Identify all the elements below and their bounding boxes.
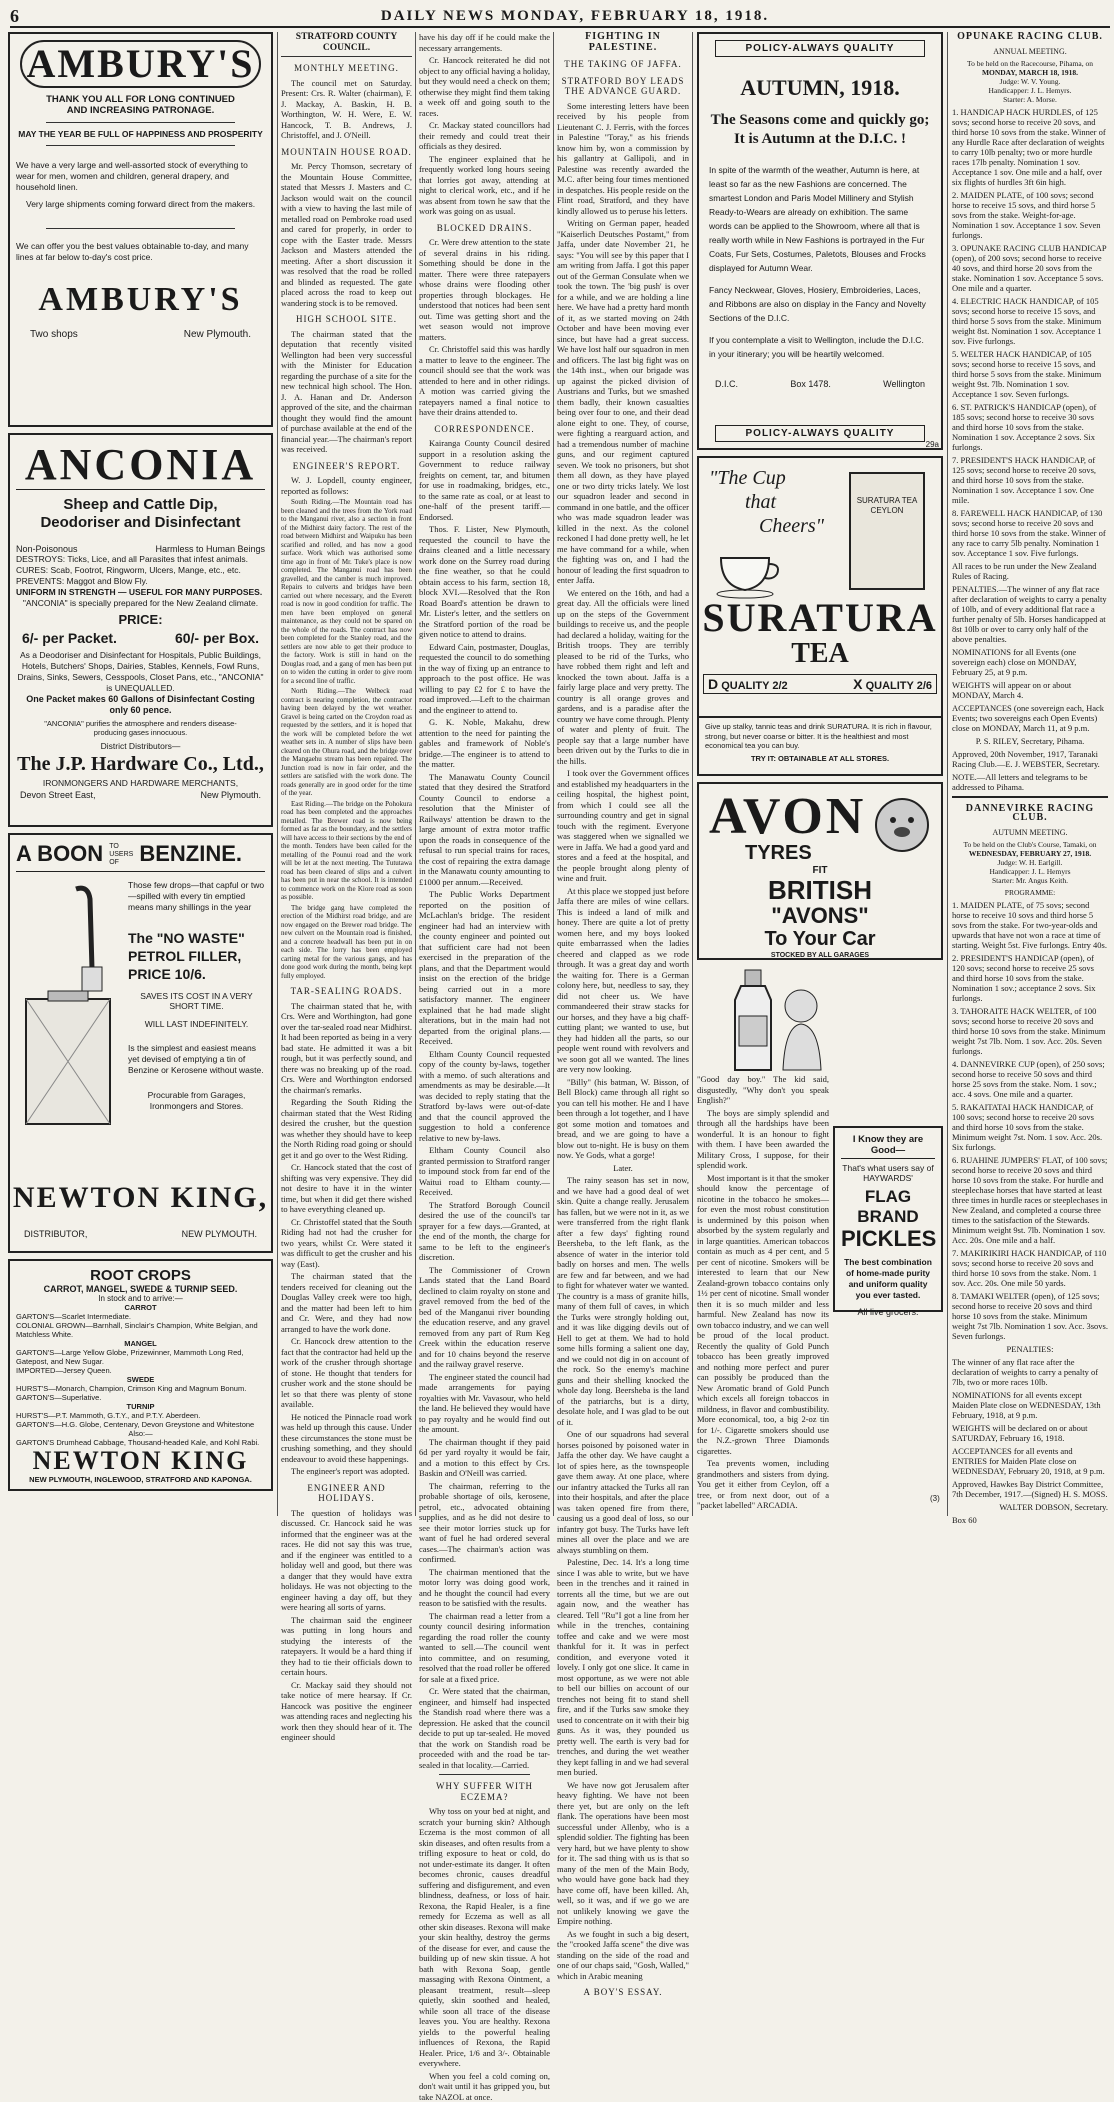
paragraph: The Commissioner of Crown Lands stated that the Land Board declined to claim royalty on stone and gravel removed from the bed of the bed of the Manganui river bounding the education reserve, and any gravel removed from any part of Rum Keg Creek within the education reserve and for 10 chains beyond the reserve and the railway gravel reserve. xyxy=(419,1265,550,1370)
benzine-distributor-name: NEWTON KING, xyxy=(10,1181,271,1215)
rootcrops-line: IMPORTED—Jersey Queen. xyxy=(16,1366,265,1375)
pickle-bottle-illustration xyxy=(705,966,829,1074)
benzine-saves: SAVES ITS COST IN A VERY SHORT TIME. xyxy=(128,991,265,1011)
paragraph: The chairman stated that the deputation that recently visited Wellington had been very successful with the Minister for Education regarding the purchase of a site for the new technical high school. The Hon. J. A. Hanan and Dr. Anderson approved of the site, and the chairman thought they would find the amount of purchase available at the end of the financial year.—The chairman's report was received. xyxy=(281,329,412,455)
tea-packet: SURATURA TEA CEYLON xyxy=(849,472,925,590)
opunake-annual: ANNUAL MEETING. xyxy=(952,47,1108,56)
danevirke-autumn: AUTUMN MEETING. xyxy=(952,828,1108,837)
paragraph: "Good day boy." The kid said, disgustedly, "Why don't you speak English?" xyxy=(697,966,829,1106)
race-event: 4. DANNEVIRKE CUP (open), of 250 sovs; second horse to receive 50 sovs and third horse 25 sovs from the stake. Nom. 1 sov.; acc. 4 sovs. One mile and a quarter. xyxy=(952,1059,1108,1099)
race-penalties: The winner of any flat race after the declaration of weights to carry a penalty of 7lb, two or more races 10lb. xyxy=(952,1357,1108,1387)
pickles-brand-1: FLAG BRAND xyxy=(841,1187,935,1227)
rootcrops-line: GARTON'S Drumhead Cabbage, Thousand-headed Kale, and Kohl Rabi. xyxy=(16,1438,265,1447)
opunake-where: To be held on the Racecourse, Pihama, on xyxy=(952,59,1108,68)
paragraph: The Public Works Department reported on the position of McLachlan's bridge. The resident engineer had had an interview with the county engineer and pointed out that sufficient care had not been exercised in the preparation of the plans, and that the Department would insist on the erection of the bridge being carried out in a more satisfactory manner. The engineer explained that he had made slight alterations, but in the main had not departed from the original plans.—Received. xyxy=(419,889,550,1047)
pickles-users: That's what users say of HAYWARDS' xyxy=(841,1163,935,1183)
anconia-merchants: IRONMONGERS AND HARDWARE MERCHANTS, xyxy=(16,778,265,788)
bulldog-icon xyxy=(873,794,931,856)
rootcrops-line: GARTON'S—Large Yellow Globe, Prizewinner, Mammoth Long Red, Gatepost, and New Sugar. xyxy=(16,1348,265,1366)
danevirke-where: To be held on the Club's Course, Tamaki, on xyxy=(952,840,1108,849)
danevirke-programme: PROGRAMME: xyxy=(952,888,1108,897)
dic-p2: Fancy Neckwear, Gloves, Hosiery, Embroideries, Laces, and Ribbons are also on display in the Fancy and Novelty Sections of the D.I.C. xyxy=(709,283,931,325)
paragraph: We entered on the 16th, and had a great day. All the officials were lined up on the steps of the Government buildings to receive us, and the people had declared a holiday, waiting for the British troops. They are terribly pleased to be rid of the Turks, who have robbed them right and left and knocked the town about. Jaffa is a fairly large place and very pretty. The country is all orange groves and gardens, and is a paradise after the country we have come through. Plenty of water and plenty of fruit. The people say that a large number have been driven out by the Turks to die in the hills. xyxy=(557,588,689,767)
benzine-ad xyxy=(8,833,273,1253)
paragraph: Edward Cain, postmaster, Douglas, requested the council to do something in the way of fixing up an entrance to approach to the post office. He was willing to pay £2 for £ to have the road improved.—Left to the chairman and the engineer to attend to. xyxy=(419,642,550,716)
section-heading: MOUNTAIN HOUSE ROAD. xyxy=(281,147,412,158)
race-weights: WEIGHTS will be declared on or about SATURDAY, February 16, 1918. xyxy=(952,1423,1108,1443)
paragraph: When you feel a cold coming on, don't wait until it has gripped you, but take NAZOL at once. xyxy=(419,2071,550,2102)
race-event: 1. HANDICAP HACK HURDLES, of 125 sovs; second horse to receive 20 sovs, and third horse 10 sovs from the stake. Winner of any Hurdle Race after declaration of weights to carry 10lb penalty; two or more hurdle races 17lb penalty. Nomination 1 sov. Acceptance 1 sov. One mile and a half, over six flights of hurdles 3ft 6in high. xyxy=(952,107,1108,187)
race-event: 3. TAHORAITE HACK WELTER, of 100 sovs; second horse to receive 20 sovs and third horse 10 sovs from the stake. Minimum weight 7st 7lb. Nom. 1 sov. Acc. 20s. Seven furlongs. xyxy=(952,1006,1108,1056)
column-ads-center xyxy=(697,32,943,1516)
race-approved: Approved, 20th November, 1917, Taranaki Racing Club.—E. J. WEBSTER, Secretary. xyxy=(952,749,1108,769)
benzine-headline-a: A BOON xyxy=(16,841,103,867)
avon-ad xyxy=(697,782,943,960)
race-event: 7. PRESIDENT'S HACK HANDICAP, of 125 sovs; second horse to receive 20 sovs, and third horse 10 sovs from the stake. Nomination 1 sov. Acceptance 1 sov. One mile. xyxy=(952,455,1108,505)
benzine-copy: Those few drops—that capful or two—spilled with every tin emptied means many shillings in the year xyxy=(128,880,265,913)
column-rule xyxy=(415,32,416,1516)
column-council xyxy=(281,32,412,1516)
ambury-stock: We have a very large and well-assorted stock of everything to wear for men, women and children, general drapery, and household linen. xyxy=(16,160,265,193)
paragraph: The Manawatu County Council stated that they desired the Stratford County Council to endorse a resolution that the Minister of Railways' attention be drawn to the large amount of extra motor traffic upon the roads in consequence of the refusal to run special trains for races, the cost of repairing the extra damage in the Manawatu county amounting to £1000 per annum.—Received. xyxy=(419,772,550,888)
race-acceptances: ACCEPTANCES for all events and ENTRIES for Maiden Plate close on WEDNESDAY, February 20, 1918, at 9 p.m. xyxy=(952,1446,1108,1476)
race-note: NOTE.—All letters and telegrams to be addressed to Pihama. xyxy=(952,772,1108,792)
pickles-grocers: All live grocers. xyxy=(841,1307,935,1317)
section-heading: BLOCKED DRAINS. xyxy=(419,223,550,234)
paragraph: Regarding the South Riding the chairman stated that the West Riding desired the crusher, but the question was whether they should have to keep the North Riding road going or should get it and go over to the West Riding. xyxy=(281,1097,412,1160)
paragraph: Why toss on your bed at night, and scratch your burning skin? Although Eczema is the most common of all skin diseases, and often results from a trifling exposure to heat or cold, do not under-estimate its danger. It often becomes chronic, causes dreadful suffering and disfigurement, and even blindness, deafness, or loss of hair. Rexona, the Rapid Healer, is a fine remedy for Eczema as well as all other skin diseases. Rexona will make your skin healthy, destroy the germs of the disease for ever, and cause the building up of new skin tissue. A hot bath with Rexona Soap, gentle massaging with Rexona Ointment, a pleasant treatment, result—sleep quietly, skin soothed and healed, while soon all trace of the disease leaves you. You are healthy. Rexona yields to the powerful healing influences of Rexona, the Rapid Healer. Price, 1/6 and 3/-. Obtainable everywhere. xyxy=(419,1806,550,2069)
paragraph: Eltham County Council requested copy of the county by-laws, together with a memo. of such alterations and amendments as may be desirable.—It was decided to reply stating that the Stratford by-laws were out-of-date and that the council approved the suggestion to hold a conference relative to new by-laws. xyxy=(419,1049,550,1144)
benzine-procurable: Procurable from Garages, Ironmongers and Stores. xyxy=(128,1090,265,1112)
paragraph: The rainy season has set in now, and we have had a good deal of wet skin. Quite a change really. Jerusalem has fallen, but we were not in it, as we were transferred from the right flank after a few days' fighting round Beersheba, to the left flank, as the absence of water in the interior told badly on horses and men. The wells are few and far between, and we had to fight for whatever water we wanted. The country is a mass of granite hills, many of them full of caves, in which the Turks were strongly holding out, and it was like digging devils out of Hell to get at them. We had to hold some hills forming a salient one day, and we could not dig in on account of the rock. So the enemy's machine guns and their shelling knocked the whole day long. Beersheba is the land of the patriarchs, but is a dirty, desolate hole, and I was glad to be out of it. xyxy=(557,1175,689,1427)
rootcrops-section-head: CARROT xyxy=(16,1303,265,1312)
article-title: FIGHTING IN PALESTINE. xyxy=(557,32,689,53)
rootcrops-ad xyxy=(8,1259,273,1491)
danevirke-handicapper: Handicapper: J. L. Hemyrs xyxy=(952,867,1108,876)
race-approved: Approved, Hawkes Bay District Committee, 7th December, 1917.—(Signed) H. S. MOSS. xyxy=(952,1479,1108,1499)
rootcrops-title: ROOT CROPS xyxy=(16,1267,265,1284)
race-event: 7. MAKIRIKIRI HACK HANDICAP, of 110 sovs; second horse to receive 20 sovs and third horse 10 sovs from the stake. Nom. 1 sov. Acc. 20s. One mile 50 yards. xyxy=(952,1248,1108,1288)
section-heading: ENGINEER AND HOLIDAYS. xyxy=(281,1483,412,1504)
column-rule xyxy=(553,32,554,1516)
dic-policy-footer: POLICY-ALWAYS QUALITY xyxy=(715,425,925,442)
anconia-purifies: "ANCONIA" purifies the atmosphere and renders disease-producing gases innocuous. xyxy=(36,719,245,737)
anconia-distributors: District Distributors— xyxy=(16,741,265,751)
pickles-copy: The best combination of home-made purity and uniform quality you ever tasted. xyxy=(841,1257,935,1301)
suratura-copy-box xyxy=(697,716,943,776)
race-event: 6. ST. PATRICK'S HANDICAP (open), of 185 sovs; second horse to receive 30 sovs and third horse 10 sovs from the stake. Nomination 1 sov. Acceptance 2 sovs. Six furlongs. xyxy=(952,402,1108,452)
anconia-street: Devon Street East, xyxy=(20,790,96,800)
paragraph: At this place we stopped just before Jaffa there are miles of wine cellars. This is indeed a land of milk and honey. There are quite a lot of pretty women here, and my boys looked quite embarrassed when the ladies cheered and clapped as we rode through. It was a great day and worth the waiting for. There is a German colony here, but, needless to say, they did not cheer us. We have commandeered their straw stacks for our horses, and they have a big chaff-cutting plant; we wanted to use, but they had hidden all the parts, so our people went round with revolvers and we soon got all we wanted. The lines are very now looking. xyxy=(557,886,689,1075)
dic-city: Wellington xyxy=(883,379,925,389)
dic-headline: AUTUMN, 1918. xyxy=(705,75,935,101)
ambury-offer: We can offer you the best values obtainable to-day, and many lines at far below to-day's cost price. xyxy=(16,241,265,263)
section-heading: STRATFORD BOY LEADS THE ADVANCE GUARD. xyxy=(557,76,689,97)
avon-avons: "AVONS" xyxy=(705,904,935,928)
paragraph: Kairanga County Council desired support in a resolution asking the Government to reduce railway freights on cement, tar, and bitumen for use in roadmaking, bridges, etc., to the same rate as coal, or at least to one-half of the present tariff.—Endorsed. xyxy=(419,438,550,522)
suratura-quality-x: QUALITY 2/6 xyxy=(866,680,932,692)
anconia-cures: CURES: Scab, Footrot, Ringworm, Ulcers, Mange, etc., etc. xyxy=(16,565,265,576)
paragraph: "Billy" (his batman, W. Bisson, of Bell Block) came through all right so you can tell his mother. He and I have been through a lot together, and I have got some motion and tomatoes and bread, and we are going to have a blow out to-night. He is busy on them now. Ye Gods, what a gorge! xyxy=(557,1077,689,1161)
masthead-title: DAILY NEWS MONDAY, FEBRUARY 18, 1918. xyxy=(40,8,1110,25)
suratura-quality-d: QUALITY 2/2 xyxy=(721,680,787,692)
dic-name: D.I.C. xyxy=(715,379,738,389)
suratura-quote-3: Cheers" xyxy=(759,514,824,538)
paragraph: Cr. Hancock stated that the cost of shifting was very expensive. They did not desire to have it in the winter time, but when it did get there wished to have everything cleaned up. xyxy=(281,1162,412,1215)
ambury-shops: Two shops xyxy=(30,329,78,340)
column-racing xyxy=(952,32,1108,1516)
race-event: 8. TAMAKI WELTER (open), of 125 sovs; second horse to receive 20 sovs and third horse 10 sovs from the stake. Minimum weight 7st 7lb. Nomination 1 sov. Acc. 3sovs. Seven furlongs. xyxy=(952,1291,1108,1341)
page-number: 6 xyxy=(10,6,40,27)
danevirke-title: DANNEVIRKE RACING CLUB. xyxy=(952,804,1108,822)
column-ads-left xyxy=(8,32,273,1516)
race-rules: All races to be run under the New Zealand Rules of Racing. xyxy=(952,561,1108,581)
benzine-product: The "NO WASTE" PETROL FILLER, PRICE 10/6. xyxy=(128,929,265,983)
paragraph: have his day off if he could make the necessary arrangements. xyxy=(419,32,550,53)
anconia-company: The J.P. Hardware Co., Ltd., xyxy=(16,753,265,776)
anconia-ad xyxy=(8,433,273,827)
opunake-handicapper: Handicapper: J. L. Hemyrs. xyxy=(952,86,1108,95)
race-event: 3. OPUNAKE RACING CLUB HANDICAP (open), of 200 sovs; second horse to receive 40 sovs, and third horse 20 sovs from the stake. Nomination 1 sov. Acceptance 5 sovs. One mile and a quarter. xyxy=(952,243,1108,293)
avon-car: To Your Car xyxy=(705,928,935,950)
paragraph: The chairman stated that the tenders received for cleaning out the Douglas Valley creek were too high, and the matter had been left to him and Cr. Were, and they had now arranged to have the work done. xyxy=(281,1271,412,1334)
paragraph: The chairman mentioned that the motor lorry was doing good work, and he thought the council had every reason to be satisfied with the results. xyxy=(419,1567,550,1609)
race-penalties-heading: PENALTIES: xyxy=(952,1344,1108,1354)
petrol-filler-illustration xyxy=(18,879,118,1129)
paragraph: Most important is it that the smoker should know the percentage of nicotine in the tobacco he smokes—for even the most robust constitution is undermined by this poison when absorbed by the system regularly and in large quantities. American tobaccos contain as much as 4 per cent, and 5 per cent of nicotine. Smokers will be interested to learn that our New Zealand-grown tobacco contains only 1½ per cent of nicotine. Small wonder then it is so much milder and less harmful. New Zealand has now its own tobacco industry, and we can well be proud of the local product. Recently the quality of Gold Punch tobacco has been greatly improved and nothing more perfect and purer can possibly be produced than the New Aromatic brand of Gold Punch which excels all foreign tobaccos in mildness, in flavor and combustibility. More economical, too, a big 2-oz tin for 1/-. Cigarette smokers should use the N.Z.-grown Three Diamonds cigarettes. xyxy=(697,1173,829,1457)
dic-p1: In spite of the warmth of the weather, Autumn is here, at least so far as the new Fashions are concerned. The smartest London and Paris Model Millinery and Stylish Ready-to-Wears are already on exhibition. The same words can be applied to the Showroom, where all that is really worth while in New Fashions is portrayed in the Fur Coats, Fur Sets, Costumes, Paletots, Blouses and Frocks displayed for Autumn Wear. xyxy=(709,163,931,275)
anconia-name: ANCONIA xyxy=(16,441,265,490)
column-rule xyxy=(947,32,948,1516)
paragraph: Cr. Christoffel said this was hardly a matter to leave to the engineer. The council should see that the work was attended to here and in other ridings. A motion was carried giving the ratepayers named a final notice to have their drains attended to. xyxy=(419,344,550,418)
avon-fit: FIT xyxy=(705,865,935,876)
anconia-price-label: PRICE: xyxy=(16,612,265,627)
race-event: 2. PRESIDENT'S HANDICAP (open), of 120 sovs; second horse to receive 25 sovs and third horse 10 sovs from the stake. Nomination 1 sov.; acceptance 2 sovs. Six furlongs. xyxy=(952,953,1108,1003)
rootcrops-line: HURST'S—P.T. Mammoth, G.T.Y., and P.T.Y. Aberdeen. xyxy=(16,1411,265,1420)
pickles-ad xyxy=(833,1126,943,1312)
dic-ad xyxy=(697,32,943,450)
benzine-distributor: DISTRIBUTOR, xyxy=(24,1229,87,1239)
paragraph: The boys are simply splendid and through all the hardships have been wonderful. It is an honour to fight with them. I have been awarded the Military Cross, I suppose, for their splendid work. xyxy=(697,1108,829,1171)
paragraph: Thos. F. Lister, New Plymouth, requested the council to have the drains cleaned and a little necessary work done on the Surrey road during the fine weather, so that he could obtain access to his farm, section 18, block XVI.—Resolved that the Ron Road Board's attention be drawn to Mr. Lister's letter, and the settlers on the Stratford portion of the road be given notice to attend to drains. xyxy=(419,524,550,640)
benzine-town: NEW PLYMOUTH. xyxy=(182,1229,257,1239)
paragraph: Writing on German paper, headed "Kaiserlich Deutsches Postamt," from Jaffa, under date November 21, he says: "You will see by this paper that I am writing from Jaffa. I got this paper out of the German Consulate when we took the town. The 'big push' is over for a while, and we are holding a line here. We have had a pretty hard month of it, as we started moving on 24th October and have been moving ever since, but have had a great success. We have lost half our squadron in men and officers. The last big fight was on the 14th inst., when our brigade was up against the picked division of Austrians and Turks, but we smashed them badly, their known casualties being over four to one, and their dead alone eight to one. They, of course, were fighting a rearguard action, and had a tremendous number of machine guns, and our regiment captured seven. We took no prisoners, but shot them all down, as they have played one or two dirty tricks lately. We lost our squadron leader and second in command in one battle, and the officer who was made squadron leader was killed in the next. As the colonel reckoned I had done pretty well, he let me have command for a while, when the fighting was on, and I had the honour of leading the first squadron to enter Jaffa. xyxy=(557,218,689,586)
race-acceptances: ACCEPTANCES (one sovereign each, Hack Events; two sovereigns each Open Events) close on MONDAY, March 11, at 9 p.m. xyxy=(952,703,1108,733)
suratura-ad xyxy=(697,456,943,718)
palestine-continued xyxy=(697,966,829,1352)
race-weights: WEIGHTS will appear on or about MONDAY, March 4. xyxy=(952,680,1108,700)
paragraph: The chairman stated that he, with Crs. Were and Worthington, had gone over the tar-sealed road near Midhirst. It had been reported as being in a very bad state. He admitted it was a bit rough, but it was perfectly sound, and there was no breaking up of the road. Crs. Were and Worthington endorsed the chairman's remarks. xyxy=(281,1001,412,1096)
paragraph: The council met on Saturday. Present: Crs. R. Walter (chairman), F. J. Mackay, A. Baskin, H. B. Worthington, W. H. Were, E. W. Hancock, T. B. Andrews, J. Christoffel, and J. O'Neill. xyxy=(281,78,412,141)
race-event: 5. WELTER HACK HANDICAP, of 105 sovs; second horse to receive 15 sovs, and third horse 5 sovs from the stake. Minimum weight 9st. 7lb. Nomination 1 sov. Acceptance 1 sov. Seven furlongs. xyxy=(952,349,1108,399)
race-nominations: NOMINATIONS for all events except Maiden Plate close on WEDNESDAY, 13th February, 1918, at 9 p.m. xyxy=(952,1390,1108,1420)
race-secretary: P. S. RILEY, Secretary, Pihama. xyxy=(952,736,1108,746)
paragraph: The bridge gang have completed the erection of the Midhirst road bridge, and are now engaged on the Brewer road bridge. The new culvert on the Mountain road is finished, and a concrete headwall has been put in on each side. The lorry has been employed carting metal for the various gangs, and has done good work during the month, being kept fully employed. xyxy=(281,904,412,981)
rootcrops-line: HURST'S—Monarch, Champion, Crimson King and Magnum Bonum. xyxy=(16,1384,265,1393)
avon-brand: AVON xyxy=(709,790,935,844)
paragraph: The chairman thought if they paid 6d per yard royalty it would be fair, and a motion to this effect by Crs. Baskin and O'Neill was carried. xyxy=(419,1437,550,1479)
opunake-date: MONDAY, MARCH 18, 1918. xyxy=(952,68,1108,77)
ambury-thanks: THANK YOU ALL FOR LONG CONTINUED AND INCREASING PATRONAGE. xyxy=(36,94,245,116)
benzine-simple: Is the simplest and easiest means yet devised of emptying a tin of Benzine or Kerosene without waste. xyxy=(128,1043,265,1076)
race-nominations: NOMINATIONS for all Events (one sovereign each) close on MONDAY, February 25, at 9 p.m. xyxy=(952,647,1108,677)
suratura-quote-1: "The Cup xyxy=(709,466,824,490)
race-event: 8. FAREWELL HACK HANDICAP, of 130 sovs; second horse to receive 20 sovs and third horse 10 sovs from the stake. Winner of any race to carry 5lb penalty. Nomination 1 sov. Acceptance 1 sov. Five furlongs. xyxy=(952,508,1108,558)
paragraph: Palestine, Dec. 14. It's a long time since I was able to write, but we have been in the trenches and it rained in torrents all the time, but we are out again now, and the weather has cleared. Tell "Ru"I got a line from her while in the trenches, containing toffee and cake and we were most thankful for it. It was in perfect condition, and everyone voted it lovely. I only got one slice. It came in most opportune, as we were not able to bell our billies on account of our trenches not being fit to stand shell fire, and if the Turks saw smoke they used to concentrate on it with their big guns. As it was, they pounded us pretty well. The earth is very bad for trenches, and during the wet weather they kept falling in and we had several men buried. xyxy=(557,1557,689,1778)
race-event: 1. MAIDEN PLATE, of 75 sovs; second horse to receive 10 sovs and third horse 5 sovs from the stake. For two-year-olds and upwards that have not won a race at time of starting. Weight 5st. Five furlongs. Entry 40s. xyxy=(952,900,1108,950)
rootcrops-line: GARTON'S—H.G. Globe, Centenary, Devon Greystone and Whitestone xyxy=(16,1420,265,1429)
section-heading: ENGINEER'S REPORT. xyxy=(281,461,412,472)
section-heading: HIGH SCHOOL SITE. xyxy=(281,314,412,325)
paragraph: The Stratford Borough Council desired the use of the council's tar sprayer for a few days.—Granted, at the end of the month, the charge for same to be left to the engineer's discretion. xyxy=(419,1200,550,1263)
section-heading: A BOY'S ESSAY. xyxy=(557,1987,689,1998)
paragraph: The chairman said the engineer was putting in long hours and studying the interests of the ratepayers. It would be a hard thing if they had to tie their officials down to certain hours. xyxy=(281,1615,412,1678)
rootcrops-branches: NEW PLYMOUTH, INGLEWOOD, STRATFORD AND KAPONGA. xyxy=(16,1475,265,1484)
paragraph: Cr. Christoffel stated that the South Riding had not had the crusher for two years, whilst Cr. Were stated it was difficult to get the crusher and his way (East). xyxy=(281,1217,412,1270)
dic-p3: If you contemplate a visit to Wellington, include the D.I.C. in your itinerary; you will be heartily welcomed. xyxy=(709,333,931,361)
suratura-grade-x: X xyxy=(853,676,862,692)
rootcrops-line: COLONIAL GROWN—Barnhall, Sinclair's Champion, White Belgian, and Matchless White. xyxy=(16,1321,265,1339)
danevirke-starter: Starter: Mr. Angus Keith. xyxy=(952,876,1108,885)
pickles-brand-2: PICKLES xyxy=(841,1227,935,1251)
teacup-illustration xyxy=(715,550,785,598)
pickles-know: I Know they are Good— xyxy=(841,1134,935,1159)
opunake-title: OPUNAKE RACING CLUB. xyxy=(952,32,1108,41)
ambury-wish: MAY THE YEAR BE FULL OF HAPPINESS AND PROSPERITY xyxy=(16,129,265,139)
anconia-harmless: Harmless to Human Beings xyxy=(155,544,265,554)
paragraph: Eltham County Council also granted permission to Stratford ranger to impound stock from far end of the Waitui road to Eltham county.—Received. xyxy=(419,1145,550,1198)
masthead xyxy=(10,6,1110,28)
danevirke-judge: Judge: W. H. Earlgill. xyxy=(952,858,1108,867)
anconia-uses: As a Deodoriser and Disinfectant for Hospitals, Public Buildings, Hotels, Butchers' Shops, Dairies, Stables, Kennels, Fowl Runs, Drains, Sinks, Sewers, Cesspools, Closet Pans, etc., "ANCONIA" is UNEQUALLED. xyxy=(16,650,265,694)
paragraph: As we fought in such a big desert, the "crooked Jaffa scene" the dive was standing on the side of the road and one of our chaps said, "Gosh, Walled," which in Arabic meaning xyxy=(557,1929,689,1982)
benzine-headline-to: TO xyxy=(109,843,133,851)
suratura-grade-d: D xyxy=(708,676,718,692)
anconia-sub: Sheep and Cattle Dip, Deodoriser and Disinfectant xyxy=(26,496,255,532)
suratura-copy: Give up stalky, tannic teas and drink SURATURA. It is rich in flavour, strong, but never coarse or bitter. It is the healthiest and most economical tea you can buy. xyxy=(705,722,935,751)
paragraph: One of our squadrons had several horses poisoned by poisoned water in Jaffa the other day. We have caught a lot of spies here, as the townspeople gave them away. At one place, where our infantry attacked the Turks all ran into their hospitals, and after the place was taken opened fire from there, causing us a good deal of loss, so our infantry got busy. The Turks have left mines all over the place and we are always stumbling on them. xyxy=(557,1429,689,1555)
anconia-makes: One Packet makes 60 Gallons of Disinfectant Costing only 60 pence. xyxy=(16,694,265,716)
paragraph: The engineer explained that he frequently worked long hours seeing that lorries got away, attending at night to clerical work, etc., and if he was absent from town he saw that the work was going on as usual. xyxy=(419,154,550,217)
anconia-price-box: 60/- per Box. xyxy=(175,630,259,646)
paragraph: The engineer's report was adopted. xyxy=(281,1466,412,1477)
column-palestine xyxy=(557,32,689,1516)
paragraph: The chairman read a letter from a county council desiring information regarding the road roller the county wanted to sell.—The council went into committee, and on resuming, resolved that the road roller be offered for sale at a fixed price. xyxy=(419,1611,550,1685)
paragraph: Cr. Were stated that the chairman, engineer, and himself had inspected the Standish road where there was a depression. He asked that the council decide to put up tar-sealed. He moved that the work on Standish road be proceeded with and the road be tar-sealed in that locality.—Carried. xyxy=(419,1686,550,1770)
ambury-shipments: Very large shipments coming forward direct from the makers. xyxy=(26,199,265,210)
dic-code: 29a xyxy=(926,440,939,449)
column-rule xyxy=(277,32,278,1516)
paragraph: East Riding.—The bridge on the Pohokura road has been completed and the approaches metalled. The Brewer road is now being formed as far as the boundary, and the settlers will have access to their sections by the end of the month. Tenders have been called for the metalling of the Pounui road and the work will be let at the next meeting. The Tututawa road has been cleared of slips and a culvert has been put in near the school. It is intended to commence work on the Kiore road as soon as possible. xyxy=(281,800,412,902)
section-heading: WHY SUFFER WITH ECZEMA? xyxy=(419,1781,550,1802)
dic-policy: POLICY-ALWAYS QUALITY xyxy=(715,40,925,57)
rootcrops-line: Also:— xyxy=(16,1429,265,1438)
opunake-judge: Judge: W. V. Young. xyxy=(952,77,1108,86)
anconia-town: New Plymouth. xyxy=(200,790,261,800)
column-rule xyxy=(692,32,693,1516)
rootcrops-section-head: SWEDE xyxy=(16,1375,265,1384)
anconia-prevents: PREVENTS: Maggot and Blow Fly. xyxy=(16,576,265,587)
rootcrops-line: GARTON'S—Scarlet Intermediate. xyxy=(16,1312,265,1321)
section-heading: CORRESPONDENCE. xyxy=(419,424,550,435)
paragraph: The engineer stated the council had made arrangements for paying royalties with Mr. Vavasour, who held the land. He believed they would have to pay royalty and he would find out the amount. xyxy=(419,1372,550,1435)
paragraph: Tea prevents women, including grandmothers and sisters from dying. You get it either from Ceylon, off a tree, or from next door, out of a "packet labelled" ARCADIA. xyxy=(697,1458,829,1511)
paragraph: W. J. Lopdell, county engineer, reported as follows: xyxy=(281,475,412,496)
paragraph: Mr. Percy Thomson, secretary of the Mountain House Committee, stated that Messrs J. Masters and C. Jackson would wait on the council with a view to having the last mile of metalled road on Pembroke road used and cared for properly, in order to cope with the Easter trade. Messrs Jackson and Masters attended the meeting. After a short discussion it was resolved that the road be rolled and blinded as requested. The gate placed across the road to keep out wandering stock is to be removed. xyxy=(281,161,412,308)
paragraph: We have now got Jerusalem after heavy fighting. We have not been there yet, but are only on the left flank. The operations have been most successful under Allenby, who is a splendid soldier. The fighting has been very hard, but we have plenty to show for it. The sad thing with us is that so many of the men of the Main Body, who would have gone back had they have come off, have been killed. Ah, well, so it was, and if we go we are not unlikely knowing we gave the Empire nothing. xyxy=(557,1780,689,1927)
paragraph: The chairman, referring to the probable shortage of oils, kerosene, petrol, etc., advocated obtaining supplies, and as he did not desire to see their motor lorries stuck up for want of fuel he had ordered several cases.—The chairman's action was confirmed. xyxy=(419,1481,550,1565)
rootcrops-sub: CARROT, MANGEL, SWEDE & TURNIP SEED. xyxy=(16,1284,265,1294)
rootcrops-section-head: MANGEL xyxy=(16,1339,265,1348)
dic-box: Box 1478. xyxy=(790,379,831,389)
section-heading: Later. xyxy=(557,1163,689,1174)
race-event: 5. RAKAITATAI HACK HANDICAP, of 100 sovs; second horse to receive 20 sovs and third horse 10 sovs from the stake. Minimum weight 7st. Nom. 1 sov. Acc. 20s. Six furlongs. xyxy=(952,1102,1108,1152)
paragraph: G. K. Noble, Makahu, drew attention to the need for painting the gables and framework of Noble's bridge.—The engineer is to attend to the matter. xyxy=(419,717,550,770)
benzine-headline-users: USERS xyxy=(109,851,133,859)
anconia-price-packet: 6/- per Packet. xyxy=(22,630,117,646)
paragraph: I took over the Government offices and established my headquarters in the ceiling hospital, the highest point, from which I could see all the surrounding country and get in signal touch with the regiment. Everyone was staggered when we signalled we were in Jaffa. We had a good yard and stores and a feed at the hospital, and the people brought along plenty of wine and fruit. xyxy=(557,768,689,884)
anconia-nontoxic: Non-Poisonous xyxy=(16,544,78,554)
anconia-destroys: DESTROYS: Ticks, Lice, and all Parasites that infest animals. xyxy=(16,554,265,565)
paragraph: South Riding.—The Mountain road has been cleaned and the trees from the York road to the Manganui river, also a section in front of the Midhirst dairy factory. The rest of the road between Midhirst and Waipuku has been scarified and rolled, and has now a good surface. Work which was authorised some time ago in front of Mr. Tuke's place is now completed. The Manganui road has been gravelled, and the camber is much improved. Repairs to culverts and bridges have been carried out where necessary, and the Everett road is now in good condition for traffic. The men have been employed on general maintenance, as they could not be spared on the whole of the roads. The contract has now been completed for the Stanley road, and the settlers are now able to get their produce to the factory. Work is still in hand on the Douglas road, and a gang of men has been put on to widen the cutting in order to give room for a second line of traffic. xyxy=(281,498,412,685)
rootcrops-line: GARTON'S—Superlative. xyxy=(16,1393,265,1402)
section-heading: THE TAKING OF JAFFA. xyxy=(557,59,689,70)
paragraph: Cr. Mackay stated councillors had their remedy and could treat their officials as they desired. xyxy=(419,120,550,152)
race-box: Box 60 xyxy=(952,1515,1108,1525)
race-event: 6. RUAHINE JUMPERS' FLAT, of 100 sovs; second horse to receive 20 sovs and third horse 10 sovs from the stake. For hurdle and steeplechase horses that have started at least three times in hurdle races or steeplechases in New Zealand, and completed a course three times to the satisfaction of the Stewards. Minimum weight 9st. 7lb. Nomination 1 sov. Acc. 20s. One mile and a half. xyxy=(952,1155,1108,1245)
paragraph: Cr. Hancock reiterated he did not object to any official having a holiday, but they would need a check on them; otherwise they might find them taking a week off and going south to the races. xyxy=(419,55,550,118)
article-title: STRATFORD COUNTY COUNCIL. xyxy=(281,32,412,57)
avon-british: BRITISH xyxy=(705,876,935,904)
suratura-tea: TEA xyxy=(699,638,941,670)
benzine-headline-b: BENZINE. xyxy=(139,841,242,867)
opunake-starter: Starter: A. Morse. xyxy=(952,95,1108,104)
benzine-headline-of: OF xyxy=(109,859,133,867)
paragraph: Cr. Mackay said they should not take notice of mere hearsay. If Cr. Hancock was positive the engineer was attending races and neglecting his work then they should hear of it. The engineer should xyxy=(281,1680,412,1743)
race-event: 4. ELECTRIC HACK HANDICAP, of 105 sovs; second horse to receive 15 sovs, and third horse 5 sovs from the stake. Minimum weight 8st. Nomination 1 sov. Acceptance 1 sov. Five furlongs. xyxy=(952,296,1108,346)
suratura-try: TRY IT: OBTAINABLE AT ALL STORES. xyxy=(705,754,935,763)
avon-tyres: TYRES xyxy=(745,842,935,865)
ambury-name: AMBURY'S xyxy=(16,281,265,319)
race-secretary: WALTER DOBSON, Secretary. xyxy=(952,1502,1108,1512)
paragraph: He noticed the Pinnacle road work was held up through this cause. Under these circumstances the stone must be crushing something, and they should endeavour to avoid these happenings. xyxy=(281,1412,412,1465)
paragraph: The question of holidays was discussed. Cr. Hancock said he was informed that the engineer was at the races. He did not say this was true, and if the engineer was entitled to a holiday well and good, but there was a danger that they would have extra holidays. He was not objecting to the engineer having a day off, but they were hearing all sorts of yarns. xyxy=(281,1508,412,1613)
paragraph: North Riding.—The Welbeck road contract is nearing completion, the contractor having been delayed by the wet weather. Gravel is being carted on the Croydon road as requested by the settlers, and it is hoped that the work will be completed before the wet weather sets in. A number of slips have been cleared on the Ohura road, and the bridge over the Mangaehu stream has been repaired. The Junction road is now in fair order, and the settlers are satisfied with the work done. The roads generally are in good order for the time of the year. xyxy=(281,687,412,798)
race-event: 2. MAIDEN PLATE, of 100 sovs; second horse to receive 15 sovs, and third horse 5 sovs from the stake. Weight-for-age. Nomination 1 sov. Acceptance 1 sov. Seven furlongs. xyxy=(952,190,1108,240)
section-heading: TAR-SEALING ROADS. xyxy=(281,986,412,997)
suratura-quote-2: that xyxy=(745,490,824,514)
rootcrops-instock: In stock and to arrive:— xyxy=(16,1294,265,1303)
paragraph: Cr. Hancock drew attention to the fact that the contractor had held up the work of the crusher through shortage of stone. He thought that tenders for crusher work and the stone should be let so that there was plenty of stone available. xyxy=(281,1336,412,1410)
dic-tagline: The Seasons come and quickly go; It is Autumn at the D.I.C. ! xyxy=(709,111,931,149)
pickles-code: (3) xyxy=(930,1494,940,1503)
benzine-lasts: WILL LAST INDEFINITELY. xyxy=(128,1019,265,1029)
ambury-logo: AMBURY'S xyxy=(20,40,261,88)
anconia-uniform: UNIFORM IN STRENGTH — USEFUL FOR MANY PURPOSES. xyxy=(16,587,265,598)
danevirke-date: WEDNESDAY, FEBRUARY 27, 1918. xyxy=(952,849,1108,858)
avon-stocked: STOCKED BY ALL GARAGES xyxy=(705,952,935,959)
suratura-brand: SURATURA xyxy=(699,594,941,641)
paragraph: Cr. Were drew attention to the state of several drains in his riding. Something should be done in the matter. There were three ratepayers whose drains were flooding other properties through blockages. He understood that notices had been sent out. Time was getting short and the wet season would not improve matters. xyxy=(419,237,550,342)
column-council-continued xyxy=(419,32,550,1516)
paragraph: Some interesting letters have been received by his people from Lieutenant C. J. Ferris, with the forces in Palestine "Toray," as his friends know him by, won a commission by his gallantry at Gallipoli, and in Palestine was recently awarded the M.C. after being four times mentioned in despatches. His people reside on the Flint road, Stratford, and they have kindly allowed us to peruse his letters. xyxy=(557,101,689,217)
section-heading: MONTHLY MEETING. xyxy=(281,63,412,74)
rootcrops-brand: NEWTON KING xyxy=(16,1447,265,1475)
rootcrops-section-head: TURNIP xyxy=(16,1402,265,1411)
ambury-town: New Plymouth. xyxy=(184,329,251,340)
anconia-prepared: "ANCONIA" is specially prepared for the New Zealand climate. xyxy=(16,598,265,609)
ambury-ad xyxy=(8,32,273,427)
race-penalties: PENALTIES.—The winner of any flat race after declaration of weights to carry a penalty of 10lb, and of every additional flat race a further penalty of 5lb. Horses handicapped at 8st 10lb or over to carry only half of the above penalties. xyxy=(952,584,1108,644)
